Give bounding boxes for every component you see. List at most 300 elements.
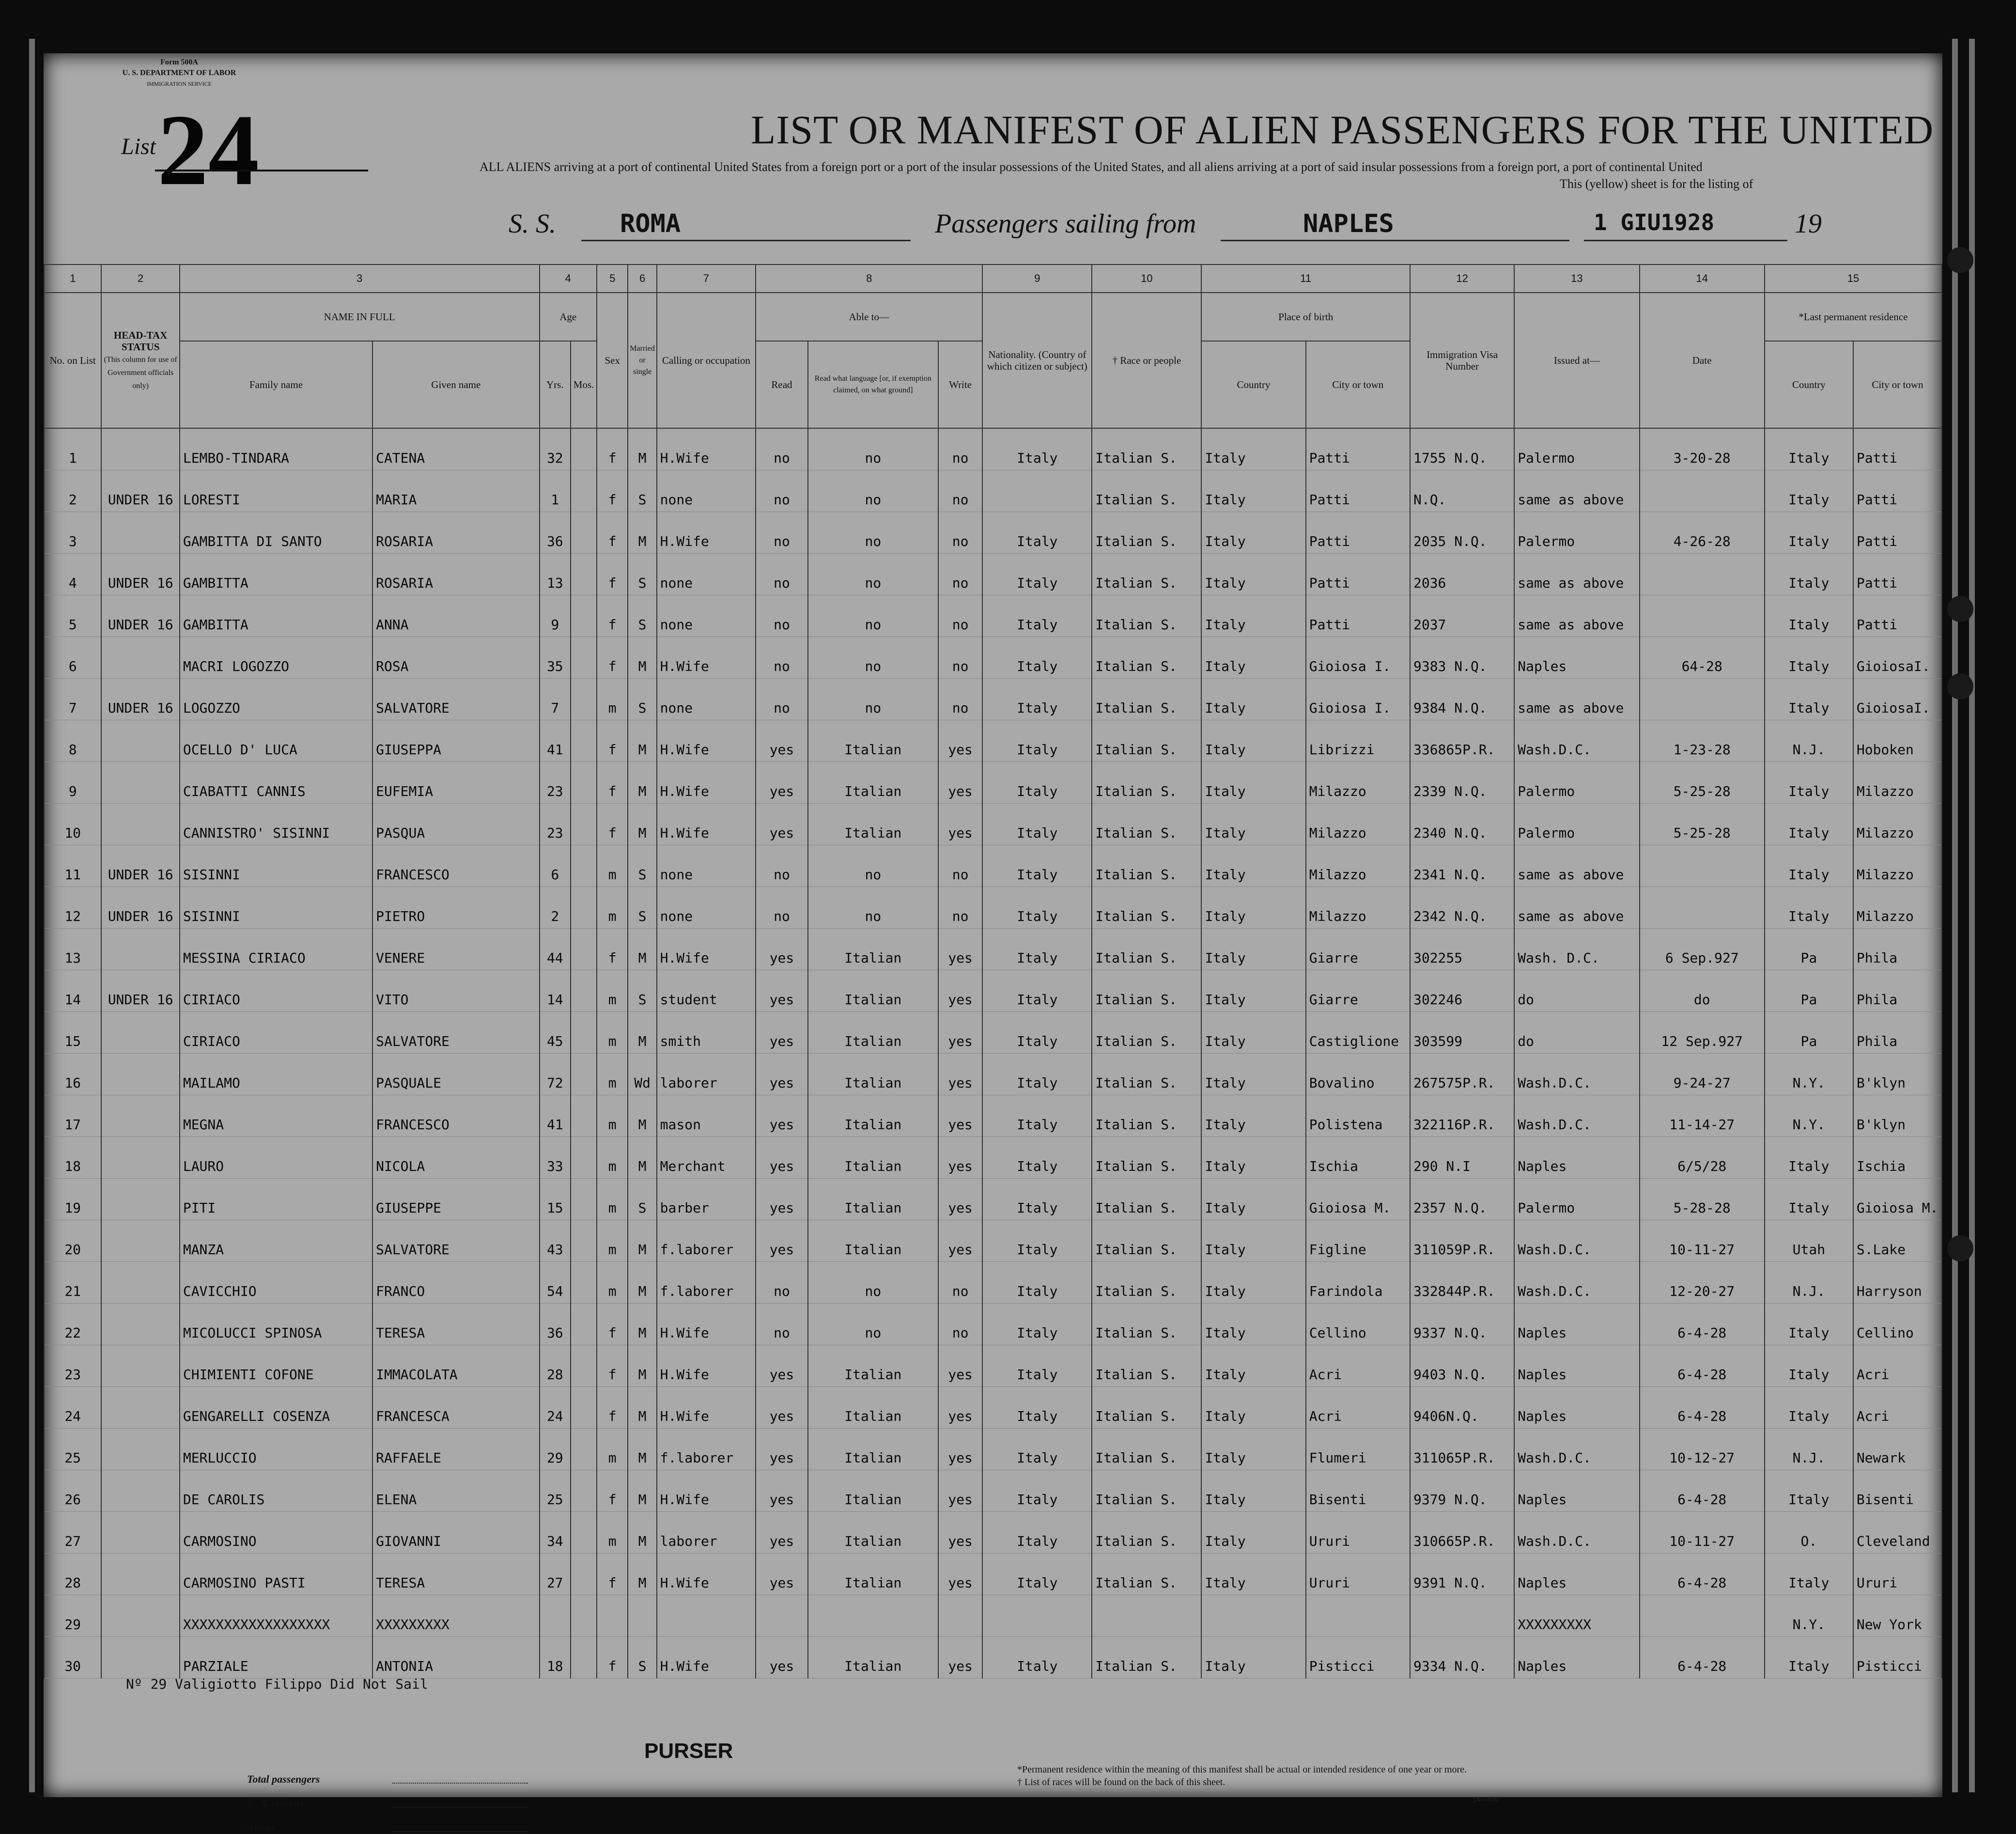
issued-at: XXXXXXXXX (1514, 1595, 1639, 1637)
family-name: GAMBITTA (180, 554, 372, 595)
sex: f (597, 720, 628, 762)
ship-prefix: S. S. (509, 209, 556, 239)
us-citizens-label: U. S. citizens (247, 1797, 304, 1809)
colnum-6: 6 (628, 264, 656, 293)
can-read: yes (756, 1512, 808, 1554)
read-language: no (808, 845, 938, 887)
residence-country: Italy (1765, 1137, 1853, 1179)
page-title: LIST OR MANIFEST OF ALIEN PASSENGERS FOR THE UNITED (751, 108, 1934, 153)
race: Italian S. (1092, 554, 1201, 595)
given-name: FRANCESCO (372, 845, 539, 887)
given-name: XXXXXXXXX (372, 1595, 539, 1637)
visa-number: N.Q. (1410, 470, 1514, 512)
sex: m (597, 1512, 628, 1554)
binder-hole (1947, 673, 1973, 699)
age-months (571, 1595, 597, 1637)
issue-date: 6-4-28 (1640, 1345, 1765, 1387)
can-write: no (938, 887, 983, 929)
read-language: Italian (808, 762, 938, 804)
birth-city: Milazzo (1306, 845, 1410, 887)
sex: m (597, 845, 628, 887)
issue-date: do (1640, 970, 1765, 1012)
age-years (540, 1595, 571, 1637)
read-language: no (808, 637, 938, 679)
table-row (44, 1387, 1942, 1429)
read-language: Italian (808, 1470, 938, 1512)
row-number: 13 (44, 929, 101, 970)
header-head-tax-note: (This column for use of Government officials only) (104, 355, 177, 390)
issue-date: 6/5/28 (1640, 1137, 1765, 1179)
marital-status: S (628, 1637, 656, 1679)
residence-city: Phila (1853, 1012, 1942, 1054)
marital-status: M (628, 1429, 656, 1470)
occupation: f.laborer (657, 1220, 756, 1262)
nationality: Italy (982, 637, 1092, 679)
header-race: † Race or people (1092, 293, 1201, 428)
residence-country: Italy (1765, 845, 1853, 887)
issue-date: 3-20-28 (1640, 428, 1765, 470)
occupation: H.Wife (657, 929, 756, 970)
issue-date: 10-12-27 (1640, 1429, 1765, 1470)
issue-date: 5-25-28 (1640, 804, 1765, 845)
birth-city: Farindola (1306, 1262, 1410, 1304)
occupation: H.Wife (657, 637, 756, 679)
race: Italian S. (1092, 1304, 1201, 1345)
age-years: 72 (540, 1054, 571, 1095)
table-row (44, 720, 1942, 762)
occupation: f.laborer (657, 1262, 756, 1304)
age-months (571, 1220, 597, 1262)
age-months (571, 679, 597, 720)
race: Italian S. (1092, 804, 1201, 845)
residence-country: Italy (1765, 1345, 1853, 1387)
issue-date (1640, 845, 1765, 887)
issue-date: 1-23-28 (1640, 720, 1765, 762)
birth-country: Italy (1201, 679, 1305, 720)
visa-number: 9337 N.Q. (1410, 1304, 1514, 1345)
page-edge-left (29, 39, 35, 1792)
birth-city: Ischia (1306, 1137, 1410, 1179)
table-row (44, 1137, 1942, 1179)
head-tax-status (101, 428, 179, 470)
birth-city: Giarre (1306, 970, 1410, 1012)
age-years: 13 (540, 554, 571, 595)
can-write: no (938, 554, 983, 595)
can-write: yes (938, 1054, 983, 1095)
age-months (571, 1179, 597, 1220)
marital-status (628, 1595, 656, 1637)
visa-number: 9391 N.Q. (1410, 1554, 1514, 1595)
header-visa: Immigration Visa Number (1410, 293, 1514, 428)
row-number: 7 (44, 679, 101, 720)
row-number: 21 (44, 1262, 101, 1304)
header-read-language: Read what language [or, if exemption claimed, on what ground] (808, 341, 938, 428)
visa-number: 310665P.R. (1410, 1512, 1514, 1554)
marital-status: M (628, 720, 656, 762)
occupation: f.laborer (657, 1429, 756, 1470)
occupation: none (657, 470, 756, 512)
occupation: H.Wife (657, 428, 756, 470)
ship-name-line (581, 240, 911, 241)
residence-city: Patti (1853, 470, 1942, 512)
residence-city: Newark (1853, 1429, 1942, 1470)
residence-city: Milazzo (1853, 804, 1942, 845)
list-label: List (121, 134, 156, 159)
head-tax-status (101, 1387, 179, 1429)
sex: m (597, 1429, 628, 1470)
sex: f (597, 762, 628, 804)
can-write (938, 1595, 983, 1637)
issued-at: Palermo (1514, 762, 1639, 804)
residence-city: Patti (1853, 595, 1942, 637)
residence-city: Ischia (1853, 1137, 1942, 1179)
issue-date: 9-24-27 (1640, 1054, 1765, 1095)
birth-country: Italy (1201, 470, 1305, 512)
family-name: MAILAMO (180, 1054, 372, 1095)
issue-date (1640, 679, 1765, 720)
issue-date: 6-4-28 (1640, 1304, 1765, 1345)
given-name: ELENA (372, 1470, 539, 1512)
age-years: 1 (540, 470, 571, 512)
age-months (571, 1637, 597, 1679)
marital-status: M (628, 804, 656, 845)
nationality: Italy (982, 512, 1092, 554)
table-row (44, 554, 1942, 595)
head-tax-status: UNDER 16 (101, 887, 179, 929)
age-years: 35 (540, 637, 571, 679)
marital-status: M (628, 1387, 656, 1429)
issue-date: 11-14-27 (1640, 1095, 1765, 1137)
nationality: Italy (982, 1470, 1092, 1512)
can-read: no (756, 1304, 808, 1345)
visa-number: 2339 N.Q. (1410, 762, 1514, 804)
can-write: yes (938, 1220, 983, 1262)
colnum-1: 1 (44, 264, 101, 293)
issued-at: Palermo (1514, 512, 1639, 554)
colnum-3: 3 (180, 264, 540, 293)
marital-status: M (628, 1220, 656, 1262)
row-number: 18 (44, 1137, 101, 1179)
visa-number: 2035 N.Q. (1410, 512, 1514, 554)
occupation: laborer (657, 1512, 756, 1554)
read-language: Italian (808, 1429, 938, 1470)
head-tax-status: UNDER 16 (101, 679, 179, 720)
residence-city: Patti (1853, 554, 1942, 595)
issue-date: 5-28-28 (1640, 1179, 1765, 1220)
residence-city: GioiosaI. (1853, 679, 1942, 720)
table-row (44, 1262, 1942, 1304)
residence-city: Hoboken (1853, 720, 1942, 762)
issue-date (1640, 470, 1765, 512)
sex: f (597, 929, 628, 970)
given-name: VENERE (372, 929, 539, 970)
marital-status: S (628, 887, 656, 929)
race: Italian S. (1092, 1054, 1201, 1095)
age-months (571, 1429, 597, 1470)
given-name: SALVATORE (372, 1220, 539, 1262)
race: Italian S. (1092, 1012, 1201, 1054)
header-head-tax (101, 293, 179, 428)
purser-label: PURSER (644, 1739, 733, 1763)
read-language: no (808, 428, 938, 470)
colnum-2: 2 (101, 264, 179, 293)
can-read: yes (756, 1179, 808, 1220)
race: Italian S. (1092, 1137, 1201, 1179)
nationality: Italy (982, 970, 1092, 1012)
table-row (44, 679, 1942, 720)
issue-date (1640, 595, 1765, 637)
issued-at: Wash.D.C. (1514, 1512, 1639, 1554)
residence-country: Italy (1765, 1387, 1853, 1429)
race: Italian S. (1092, 1095, 1201, 1137)
birth-country: Italy (1201, 1512, 1305, 1554)
table-row (44, 804, 1942, 845)
nationality: Italy (982, 428, 1092, 470)
family-name: PITI (180, 1179, 372, 1220)
list-number: 24 (157, 94, 259, 206)
head-tax-status (101, 1012, 179, 1054)
header-read: Read (756, 341, 808, 428)
residence-country: Italy (1765, 512, 1853, 554)
residence-country: Italy (1765, 595, 1853, 637)
head-tax-status (101, 512, 179, 554)
table-row (44, 1179, 1942, 1220)
given-name: TERESA (372, 1304, 539, 1345)
race: Italian S. (1092, 1637, 1201, 1679)
residence-city: Acri (1853, 1387, 1942, 1429)
given-name: EUFEMIA (372, 762, 539, 804)
residence-country: Utah (1765, 1220, 1853, 1262)
can-write: yes (938, 1470, 983, 1512)
given-name: GIOVANNI (372, 1512, 539, 1554)
departure-port: NAPLES (1303, 209, 1394, 238)
residence-city: Phila (1853, 970, 1942, 1012)
residence-city: Patti (1853, 512, 1942, 554)
can-read: yes (756, 1554, 808, 1595)
nationality: Italy (982, 762, 1092, 804)
sex: f (597, 1554, 628, 1595)
marital-status: M (628, 1012, 656, 1054)
table-row (44, 1304, 1942, 1345)
nationality: Italy (982, 1345, 1092, 1387)
table-row (44, 970, 1942, 1012)
age-years: 29 (540, 1429, 571, 1470)
race: Italian S. (1092, 1345, 1201, 1387)
residence-country: Italy (1765, 1179, 1853, 1220)
birth-country: Italy (1201, 1345, 1305, 1387)
table-row (44, 1054, 1942, 1095)
nationality (982, 1595, 1092, 1637)
age-months (571, 970, 597, 1012)
can-read: yes (756, 970, 808, 1012)
residence-city: S.Lake (1853, 1220, 1942, 1262)
sex (597, 1595, 628, 1637)
sex: f (597, 1304, 628, 1345)
birth-country: Italy (1201, 1637, 1305, 1679)
given-name: PASQUA (372, 804, 539, 845)
family-name: MESSINA CIRIACO (180, 929, 372, 970)
form-number: Form 500A (160, 58, 198, 66)
nationality: Italy (982, 1429, 1092, 1470)
can-write: no (938, 679, 983, 720)
residence-country: Italy (1765, 804, 1853, 845)
header-write: Write (938, 341, 983, 428)
nationality: Italy (982, 1304, 1092, 1345)
read-language: no (808, 1304, 938, 1345)
passenger-rows (44, 428, 1942, 1679)
birth-country: Italy (1201, 804, 1305, 845)
read-language: no (808, 595, 938, 637)
sex: f (597, 470, 628, 512)
table-row (44, 512, 1942, 554)
visa-number: 9384 N.Q. (1410, 679, 1514, 720)
occupation: mason (657, 1095, 756, 1137)
issue-date: 12 Sep.927 (1640, 1012, 1765, 1054)
issued-at: do (1514, 1012, 1639, 1054)
can-write: yes (938, 1012, 983, 1054)
given-name: PIETRO (372, 887, 539, 929)
residence-country: Italy (1765, 1637, 1853, 1679)
nationality (982, 470, 1092, 512)
race: Italian S. (1092, 1512, 1201, 1554)
given-name: VITO (372, 970, 539, 1012)
birth-city: Bovalino (1306, 1054, 1410, 1095)
age-years: 36 (540, 1304, 571, 1345)
issue-date: 6-4-28 (1640, 1387, 1765, 1429)
nationality: Italy (982, 1262, 1092, 1304)
sex: m (597, 1179, 628, 1220)
colnum-4: 4 (540, 264, 597, 293)
age-years: 45 (540, 1012, 571, 1054)
visa-number: 290 N.I (1410, 1137, 1514, 1179)
row-number: 4 (44, 554, 101, 595)
head-tax-status: UNDER 16 (101, 970, 179, 1012)
birth-city: Gioiosa M. (1306, 1179, 1410, 1220)
issued-at: Naples (1514, 1137, 1639, 1179)
birth-city: Acri (1306, 1387, 1410, 1429)
header-age: Age (540, 293, 597, 341)
service-name: IMMIGRATION SERVICE (146, 80, 212, 87)
birth-country: Italy (1201, 1054, 1305, 1095)
family-name: OCELLO D' LUCA (180, 720, 372, 762)
head-tax-status (101, 1595, 179, 1637)
colnum-15: 15 (1765, 264, 1942, 293)
table-row (44, 1345, 1942, 1387)
family-name: CARMOSINO (180, 1512, 372, 1554)
row-number: 24 (44, 1387, 101, 1429)
table-row (44, 470, 1942, 512)
read-language: Italian (808, 1637, 938, 1679)
given-name: ANNA (372, 595, 539, 637)
head-tax-status (101, 1220, 179, 1262)
occupation: H.Wife (657, 1470, 756, 1512)
occupation: H.Wife (657, 720, 756, 762)
footnote-residence: *Permanent residence within the meaning of this manifest shall be actual or intended residence of one year or more. (1017, 1764, 1467, 1775)
visa-number: 332844P.R. (1410, 1262, 1514, 1304)
marital-status: M (628, 1095, 656, 1137)
birth-city: Milazzo (1306, 762, 1410, 804)
occupation: student (657, 970, 756, 1012)
age-months (571, 637, 597, 679)
can-read: no (756, 428, 808, 470)
colnum-10: 10 (1092, 264, 1201, 293)
row-number: 10 (44, 804, 101, 845)
sex: m (597, 1220, 628, 1262)
head-tax-status (101, 1512, 179, 1554)
birth-city: Patti (1306, 428, 1410, 470)
birth-city: Patti (1306, 554, 1410, 595)
can-write: yes (938, 762, 983, 804)
read-language: Italian (808, 1095, 938, 1137)
total-passengers-label: Total passengers (247, 1773, 320, 1785)
nationality: Italy (982, 595, 1092, 637)
row-number: 20 (44, 1220, 101, 1262)
read-language: Italian (808, 1137, 938, 1179)
issued-at: Wash.D.C. (1514, 720, 1639, 762)
can-write: yes (938, 1554, 983, 1595)
can-read: no (756, 1262, 808, 1304)
residence-city: B'klyn (1853, 1095, 1942, 1137)
read-language: Italian (808, 1387, 938, 1429)
age-months (571, 929, 597, 970)
read-language: Italian (808, 929, 938, 970)
read-language: Italian (808, 1345, 938, 1387)
race: Italian S. (1092, 762, 1201, 804)
visa-number: 311059P.R. (1410, 1220, 1514, 1262)
head-tax-status (101, 804, 179, 845)
can-read (756, 1595, 808, 1637)
given-name: ANTONIA (372, 1637, 539, 1679)
page-subtitle: ALL ALIENS arriving at a port of continental United States from a foreign port or a port of the insular possessions of the United States, and all aliens arriving at a port of said insular possessions from a foreign port, a port of continental United (480, 160, 1703, 174)
age-months (571, 1387, 597, 1429)
visa-number: 9383 N.Q. (1410, 637, 1514, 679)
age-months (571, 887, 597, 929)
read-language: Italian (808, 1179, 938, 1220)
nationality: Italy (982, 845, 1092, 887)
birth-country: Italy (1201, 845, 1305, 887)
row-number: 1 (44, 428, 101, 470)
residence-city: Cleveland (1853, 1512, 1942, 1554)
race: Italian S. (1092, 470, 1201, 512)
age-years: 41 (540, 720, 571, 762)
issued-at: Wash.D.C. (1514, 1054, 1639, 1095)
can-read: no (756, 887, 808, 929)
residence-city: Milazzo (1853, 845, 1942, 887)
issued-at: same as above (1514, 470, 1639, 512)
given-name: RAFFAELE (372, 1429, 539, 1470)
age-years: 25 (540, 1470, 571, 1512)
row-number: 19 (44, 1179, 101, 1220)
ship-name: ROMA (620, 209, 681, 238)
nationality: Italy (982, 804, 1092, 845)
nationality: Italy (982, 1179, 1092, 1220)
nationality: Italy (982, 720, 1092, 762)
residence-city: B'klyn (1853, 1054, 1942, 1095)
age-years: 23 (540, 804, 571, 845)
marital-status: M (628, 1304, 656, 1345)
head-tax-status (101, 1554, 179, 1595)
age-months (571, 1512, 597, 1554)
given-name: ROSARIA (372, 554, 539, 595)
occupation: laborer (657, 1054, 756, 1095)
birth-country: Italy (1201, 1012, 1305, 1054)
row-number: 2 (44, 470, 101, 512)
visa-number: 302246 (1410, 970, 1514, 1012)
can-write: no (938, 512, 983, 554)
marital-status: S (628, 470, 656, 512)
residence-city: GioiosaI. (1853, 637, 1942, 679)
header-res-country: Country (1765, 341, 1853, 428)
